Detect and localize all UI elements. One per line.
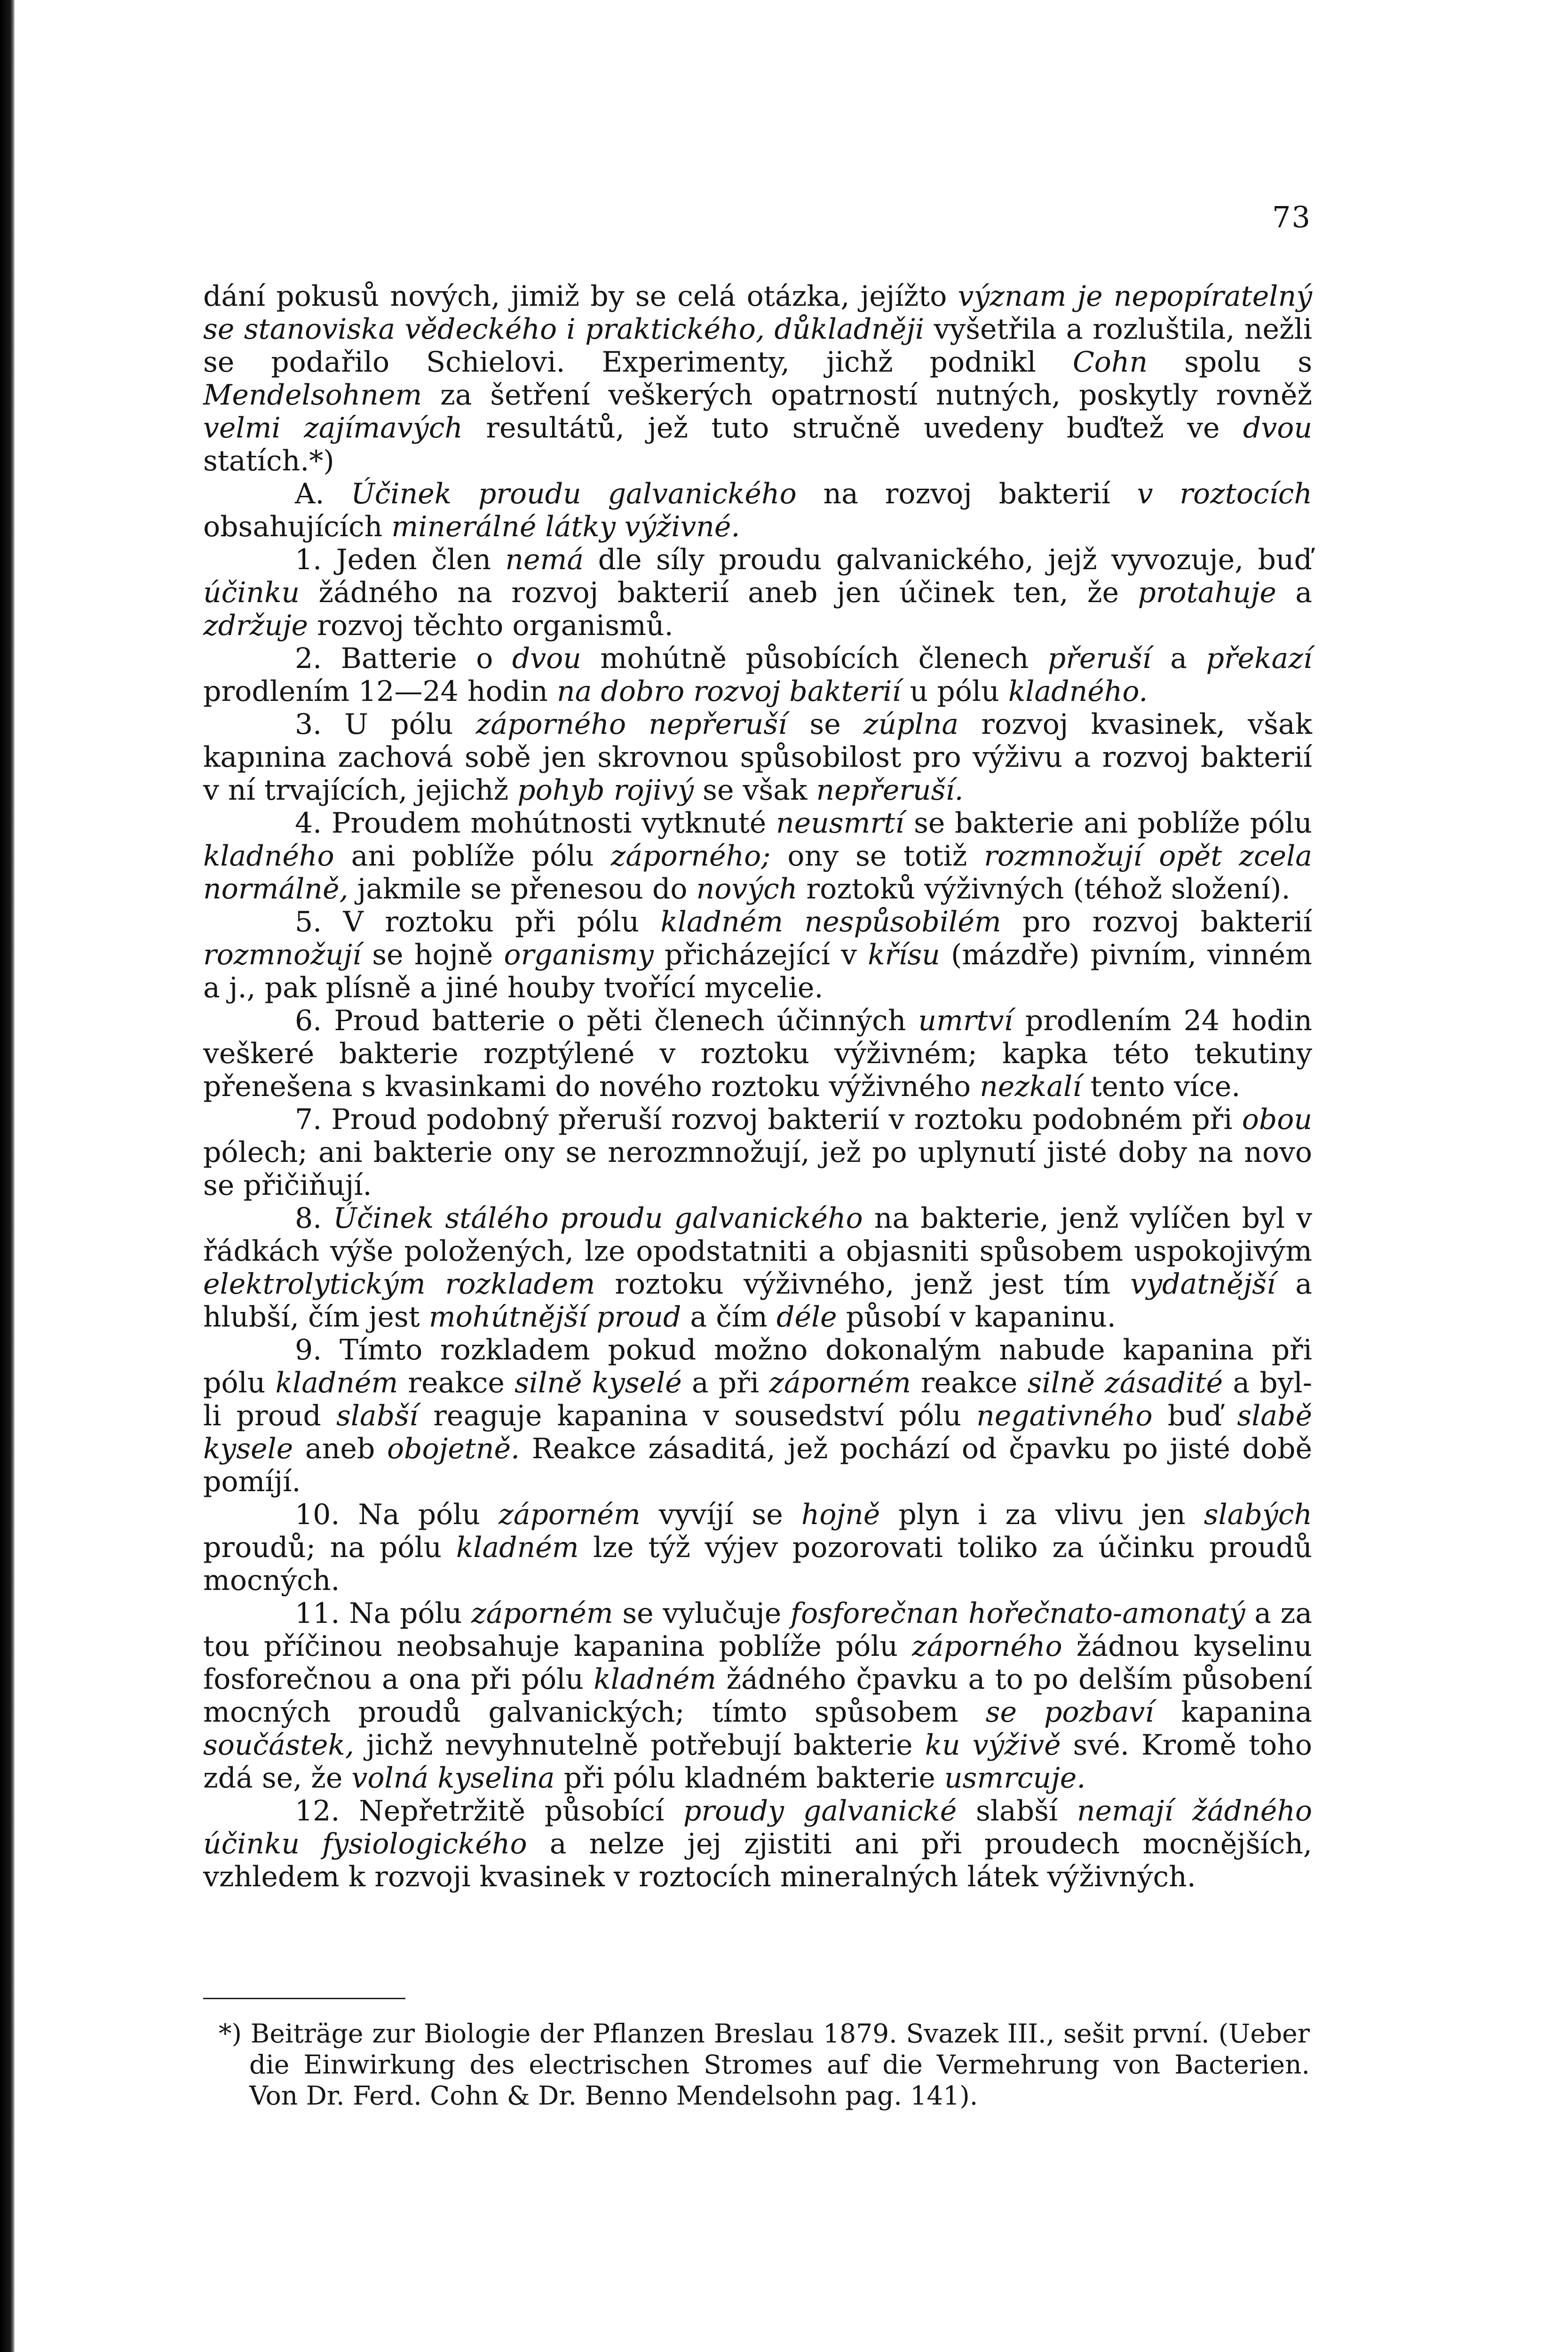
text-run: 6. Proud batterie o pěti členech účinných [295,1004,919,1037]
text-run: 3. U pólu [295,708,476,741]
emphasis: silně zásadité [1027,1367,1223,1399]
text-run: vyvíjí se [640,1498,801,1531]
text-run: tento více. [1081,1070,1241,1103]
emphasis: fosforečnan hořečnato-amonatý [790,1597,1245,1630]
footnote-rule [203,1998,405,1999]
text-run: ani poblíže pólu [334,840,611,873]
emphasis: organismy [504,938,654,971]
text-run: prodlením 12—24 hodin [203,675,557,708]
emphasis: silně kyselé [515,1367,682,1399]
emphasis: součástek, [203,1729,354,1762]
text-run: 10. Na pólu [295,1498,499,1531]
text-run: A. [295,477,351,510]
emphasis: rozmnožují [203,938,362,971]
text-run: 5. V roztoku při pólu [295,906,661,938]
emphasis: zdržuje [203,609,309,642]
emphasis: kladného. [1008,675,1148,708]
text-run: Reakce zásaditá, jež pochází od čpavku po jisté době pomíjí. [203,1432,1312,1498]
text-run: se [787,708,863,741]
text-run: mohútně působících členech [581,642,1048,675]
emphasis: záporném [499,1498,641,1531]
paragraph-7 [203,1103,1312,1202]
emphasis: kladném [594,1663,717,1696]
emphasis: slabší [336,1399,419,1432]
text-run: 7. Proud podobný přeruší rozvoj bakterií v roztoku podobném při [295,1103,1242,1136]
emphasis: křísu [868,938,940,971]
emphasis: negativného [976,1399,1153,1432]
text-run: rozvoj těchto organismů. [308,609,673,642]
emphasis: usmrcuje. [944,1762,1086,1795]
text-run: žádného na rozvoj bakterií aneb jen účinek ten, že [300,576,1138,609]
text-run: a [1151,642,1206,675]
paragraph-12 [203,1795,1312,1893]
emphasis: kladném [456,1531,579,1564]
footnote-text: Beiträge zur Biologie der Pflanzen Breslau 1879. Svazek III., sešit první. (Ueber die Einwirkung des electrischen Stromes auf die Vermehrung von Bacterien. Von Dr. Ferd. Cohn & Dr. Benno Mendelsohn pag. 141). [249,2018,1310,2111]
emphasis: mohútnější proud [428,1301,681,1334]
text-run: aneb [293,1432,387,1465]
text-run: resultátů, jež tuto stručně uvedeny buďtež ve [462,412,1243,445]
text-run: buď [1152,1399,1237,1432]
paragraph-2 [203,642,1312,708]
paragraph-8 [203,1202,1312,1334]
text-run: 9. Tímto rozkladem pokud možno dokonalým nabude kapanina při pólu [203,1334,1312,1399]
text-run: a za tou příčinou neobsahuje kapanina poblíže pólu [203,1597,1312,1663]
emphasis: význam je nepopíratelný se stanoviska vědeckého i praktického, důkladněji [203,280,1312,346]
text-run: jakmile se přenesou do [348,873,697,906]
emphasis: umrtví [918,1004,1013,1037]
emphasis: záporného [912,1630,1062,1663]
emphasis: kladném [275,1367,398,1399]
emphasis: Účinek stálého proudu galvanického [333,1202,863,1235]
emphasis: dvou [1243,412,1312,445]
emphasis: záporného; [610,840,771,873]
body-text [203,280,1312,1893]
text-run: kapanina [1154,1696,1313,1729]
emphasis: déle [776,1301,837,1334]
paragraph-3 [203,708,1312,807]
binding-shadow [0,0,15,2352]
emphasis: nezkalí [980,1070,1082,1103]
emphasis: slabých [1204,1498,1313,1531]
paragraph-1 [203,543,1312,642]
text-run: u pólu [901,675,1008,708]
emphasis: účinku [203,576,300,609]
paragraph-4 [203,807,1312,906]
emphasis: záporném [769,1367,911,1399]
text-run: reakce [911,1367,1028,1399]
paragraph-5 [203,906,1312,1004]
text-run: obsahujících [203,510,392,543]
text-run: jichž nevyhnutelně potřebují bakterie [354,1729,925,1762]
text-run: dání pokusů nových, jimiž by se celá otázka, jejížto [203,280,958,313]
text-run: a byl-li proud [203,1367,1313,1432]
emphasis: Mendelsohnem [203,379,422,412]
paragraph-6 [203,1004,1312,1103]
emphasis: Cohn [1072,346,1148,379]
paragraph-9 [203,1334,1312,1498]
text-run: pro rozvoj bakterií [1001,906,1313,938]
text-run: 4. Proudem mohútnosti vytknuté [295,807,776,840]
paragraph-10 [203,1498,1312,1597]
emphasis: volná kyselina [351,1762,555,1795]
emphasis: záporného nepřeruší [475,708,787,741]
text-run: se hojně [361,938,504,971]
text-run: 2. Batterie o [295,642,512,675]
text-run: spolu s [1148,346,1312,379]
emphasis: ku výživě [925,1729,1061,1762]
emphasis: v roztocích [1137,477,1312,510]
text-run: na bakterie, jenž vylíčen byl v řádkách výše položených, lze opodstatniti a objasniti spůsobem uspokojivým [203,1202,1313,1268]
text-run: reaguje kapanina v sousedství pólu [418,1399,977,1432]
emphasis: minerálné látky výživné. [391,510,740,543]
emphasis: obojetně. [387,1432,520,1465]
emphasis: protahuje [1138,576,1276,609]
emphasis: rozmnožují opět zcela normálně, [203,840,1312,906]
emphasis: nepřeruší. [816,774,964,807]
text-run: a při [681,1367,769,1399]
emphasis: zúplna [863,708,959,741]
emphasis: proudy galvanické [683,1795,957,1828]
text-run: 11. Na pólu [295,1597,472,1630]
emphasis: záporném [471,1597,613,1630]
text-run: 8. [295,1202,333,1235]
text-run: ony se totiž [770,840,984,873]
text-run: žádného čpavku a to po delším působení mocných proudů galvanických; tímto spůsobem [203,1663,1313,1729]
emphasis: neusmrtí [776,807,904,840]
text-run: a čím [681,1301,777,1334]
emphasis: přeruší [1047,642,1151,675]
paragraph-A [203,477,1312,543]
emphasis: hojně [801,1498,880,1531]
text-run: dle síly proudu galvanického, jejž vyvozuje, buď [584,543,1313,576]
emphasis: se pozbaví [985,1696,1154,1729]
emphasis: nemá [505,543,584,576]
text-run: se bakterie ani poblíže pólu [904,807,1312,840]
text-run: lze týž výjev pozorovati toliko za účinku proudů mocných. [203,1531,1312,1597]
text-run: se vylučuje [613,1597,791,1630]
emphasis: Účinek proudu galvanického [351,477,797,510]
footnote-marker: *) [219,2018,242,2049]
emphasis: nemají žádného účinku fysiologického [203,1795,1312,1860]
footnote [219,2018,1310,2111]
text-run: plyn i za vlivu jen [880,1498,1204,1531]
text-run: 1. Jeden člen [295,543,506,576]
text-run: 12. Nepřetržitě působící [295,1795,683,1828]
text-run: se však [694,774,816,807]
text-run: roztoků výživných (téhož složení). [797,873,1291,906]
text-run: pólech; ani bakterie ony se nerozmnožují, jež po uplynutí jisté doby na novo se přičiňují. [203,1136,1312,1202]
emphasis: vydatnější [1130,1268,1276,1301]
emphasis: obou [1242,1103,1312,1136]
emphasis: překazí [1206,642,1313,675]
paragraph-11 [203,1597,1312,1795]
text-run: proudů; na pólu [203,1531,456,1564]
text-run: při pólu kladném bakterie [554,1762,944,1795]
text-run: své. Kromě toho zdá se, že [203,1729,1312,1795]
text-run: působí v kapaninu. [837,1301,1116,1334]
text-run: rozvoj kvasinek, však kapınina zachová sobě jen skrovnou spůsobilost pro výživu a rozvoj bakterií v ní trvajících, jejichž [203,708,1312,807]
text-run: statích.*) [203,445,334,477]
emphasis: elektrolytickým rozkladem [203,1268,595,1301]
text-run: a nelze jej zjistiti ani při proudech mocnějších, vzhledem k rozvoji kvasinek v roztocích mineralných látek výživných. [203,1828,1312,1893]
emphasis: slabě kysele [203,1399,1312,1465]
text-run: na rozvoj bakterií [796,477,1137,510]
text-run: slabší [957,1795,1077,1828]
text-run: za šetření veškerých opatrností nutných, poskytly rovněž [422,379,1312,412]
emphasis: velmi zajímavých [203,412,463,445]
paragraph-intro [203,280,1312,477]
page-number: 73 [1272,200,1311,234]
emphasis: nových [696,873,798,906]
emphasis: dvou [512,642,581,675]
text-run: a hlubší, čím jest [203,1268,1313,1334]
text-run: žádnou kyselinu fosforečnou a ona při pólu [203,1630,1312,1696]
emphasis: na dobro rozvoj bakterií [556,675,901,708]
text-run: a [1276,576,1312,609]
emphasis: kladném nespůsobilém [660,906,1001,938]
text-run: (mázdře) pivním, vinném a j., pak plísně a jiné houby tvořící mycelie. [203,938,1312,1004]
text-run: přicházející v [653,938,868,971]
text-run: reakce [398,1367,515,1399]
text-run: prodlením 24 hodin veškeré bakterie rozptýlené v roztoku výživném; kapka této tekutiny přenešena s kvasinkami do nového roztoku výživného [203,1004,1312,1103]
text-run: vyšetřila a rozluštila, nežli se podařilo Schielovi. Experimenty, jichž podnikl [203,313,1312,379]
text-run: roztoku výživného, jenž jest tím [595,1268,1131,1301]
emphasis: kladného [203,840,334,873]
emphasis: pohyb rojivý [517,774,694,807]
